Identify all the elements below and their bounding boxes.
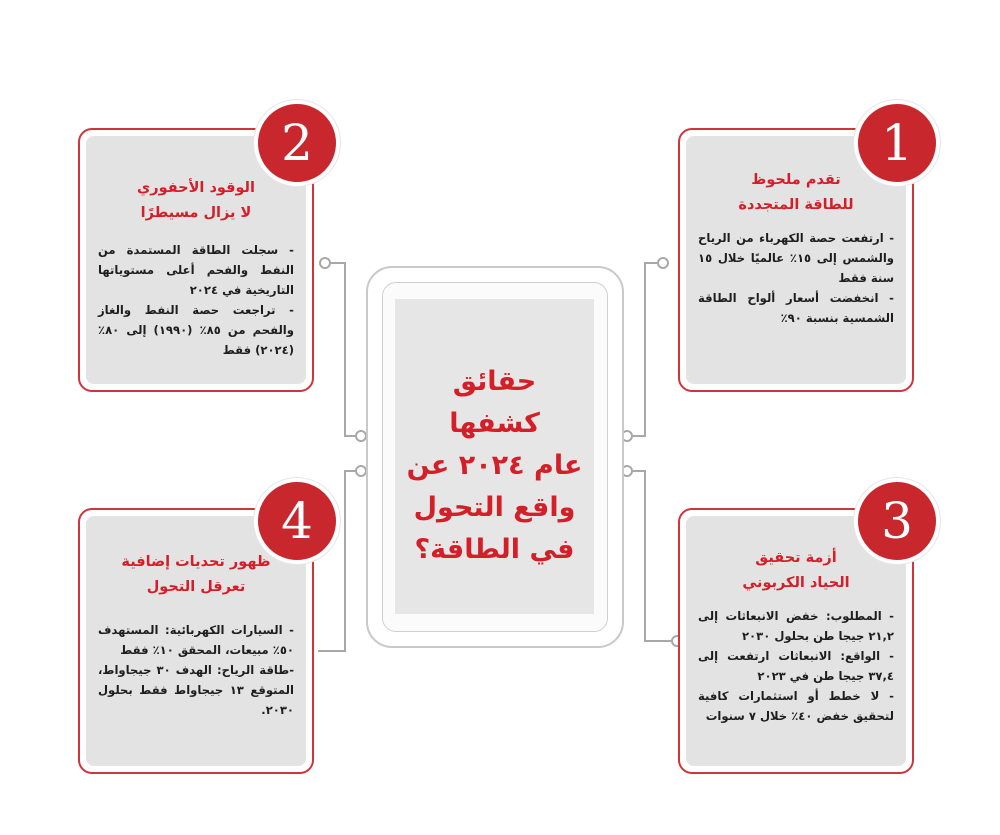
card-bullet-2: - انخفضت أسعار ألواح الطاقة الشمسية بنسبة ٩٠٪ [698,291,894,325]
card-bullet-2: - تراجعت حصة النفط والغاز والفحم من ٨٥٪ (١٩٩٠) إلى ٨٠٪ (٢٠٢٤) فقط [98,303,294,357]
connector-dot [356,466,366,476]
card-title [696,168,896,218]
connector-dot [658,258,668,268]
center-title-line-4: في الطاقة؟ [414,533,575,565]
card-bullet-3: - لا خطط أو استثمارات كافية لتحقيق خفض ٤٠٪ خلال ٧ سنوات [698,689,894,723]
number-badge-1 [854,100,940,186]
card-bullet-1: - المطلوب: خفض الانبعاثات إلى ٢١,٢ جيجا طن بحلول ٢٠٣٠ [698,609,894,643]
card-title-line-2: تعرقل التحول [146,579,246,595]
card-title [96,176,296,226]
center-title-line-1: حقائق كشفها [449,365,540,439]
card-body [698,228,894,328]
center-title [405,361,585,571]
card-bullet-2: -طاقة الرياح: الهدف ٣٠ جيجاواط، المتوقع ١٣ جيجاواط فقط بحلول ٢٠٣٠. [98,663,295,717]
card-title-line-1: ظهور تحديات إضافية [121,554,271,570]
number-badge-3 [854,478,940,564]
card-title-line-1: الوقود الأحفوري [137,180,255,196]
card-title-line-1: تقدم ملحوظ [751,172,841,188]
number-badge-4 [254,478,340,564]
card-title-line-1: أزمة تحقيق [755,550,837,566]
center-title-line-2: عام ٢٠٢٤ عن [406,449,583,481]
badge-number: 2 [281,114,313,172]
badge-number: 3 [881,492,913,550]
number-badge-2 [254,100,340,186]
tablet-bezel [382,282,608,632]
card-title-line-2: للطاقة المتجددة [738,197,854,213]
connector-dot [356,431,366,441]
card-body [698,606,894,726]
card-body [98,240,294,360]
card-title [696,546,896,596]
card-title-line-2: لا يزال مسيطرًا [140,205,252,221]
card-body [98,620,294,720]
connector-card-2 [330,263,356,436]
badge-number: 1 [881,114,913,172]
card-bullet-1: - السيارات الكهربائية: المستهدف ٥٠٪ مبيعات، المحقق ١٠٪ فقط [98,623,294,657]
card-bullet-1: - ارتفعت حصة الكهرباء من الرياح والشمس إلى ١٥٪ عالميًا خلال ١٥ سنة فقط [698,231,895,285]
tablet-screen [395,299,594,614]
connector-dot [320,258,330,268]
connector-card-1 [632,263,658,436]
connector-card-3 [632,471,672,641]
center-title-line-3: واقع التحول [413,491,576,523]
card-bullet-2: - الواقع: الانبعاثات ارتفعت إلى ٣٧,٤ جيجا طن في ٢٠٢٣ [698,649,894,683]
card-title-line-2: الحياد الكربوني [742,575,850,591]
card-bullet-1: - سجلت الطاقة المستمدة من النفط والفحم أعلى مستوياتها التاريخية في ٢٠٢٤ [98,243,294,297]
badge-number: 4 [281,492,313,550]
center-tablet [366,266,624,648]
card-title [96,550,296,600]
